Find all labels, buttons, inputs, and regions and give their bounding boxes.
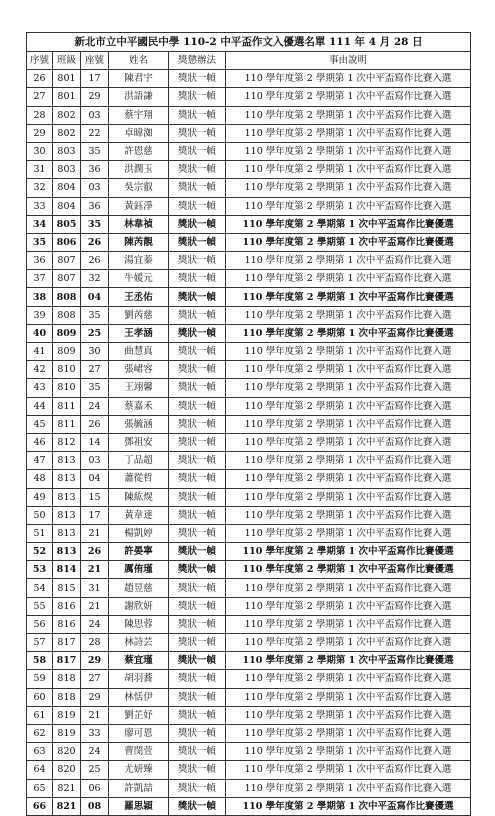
award-cell: 獎狀一幀 — [169, 561, 226, 579]
student-name-cell: 楊凱婷 — [109, 524, 169, 542]
student-name-cell: 陳君宇 — [109, 70, 169, 88]
student-name-cell: 王翊馨 — [109, 379, 169, 397]
class-cell: 816 — [53, 615, 81, 633]
table-row — [27, 670, 471, 688]
table-row — [27, 379, 471, 397]
table-row — [27, 761, 471, 779]
seat-cell: 04 — [81, 470, 109, 488]
table-row — [27, 215, 471, 233]
award-cell: 獎狀一幀 — [169, 706, 226, 724]
reason-cell: 110 學年度第 2 學期第 1 次中平盃寫作比賽入選 — [226, 724, 471, 742]
reason-cell: 110 學年度第 2 學期第 1 次中平盃寫作比賽優選 — [226, 215, 471, 233]
award-cell: 獎狀一幀 — [169, 433, 226, 451]
table-row — [27, 797, 471, 815]
table-row — [27, 179, 471, 197]
student-name-cell: 劉芮慈 — [109, 306, 169, 324]
reason-cell: 110 學年度第 2 學期第 1 次中平盃寫作比賽入選 — [226, 379, 471, 397]
class-cell: 807 — [53, 270, 81, 288]
reason-cell: 110 學年度第 2 學期第 1 次中平盃寫作比賽優選 — [226, 797, 471, 815]
header-class: 班級 — [53, 52, 81, 70]
student-name-cell: 陳思蓉 — [109, 615, 169, 633]
student-name-cell: 厲侑瑾 — [109, 561, 169, 579]
row-number-cell: 39 — [27, 306, 53, 324]
award-cell: 獎狀一幀 — [169, 415, 226, 433]
class-cell: 813 — [53, 470, 81, 488]
table-row — [27, 452, 471, 470]
award-cell: 獎狀一幀 — [169, 179, 226, 197]
class-cell: 819 — [53, 706, 81, 724]
reason-cell: 110 學年度第 2 學期第 1 次中平盃寫作比賽入選 — [226, 743, 471, 761]
row-number-cell: 52 — [27, 543, 53, 561]
header-award: 獎懲辦法 — [169, 52, 226, 70]
header-no: 序號 — [27, 52, 53, 70]
class-cell: 820 — [53, 761, 81, 779]
class-cell: 818 — [53, 688, 81, 706]
reason-cell: 110 學年度第 2 學期第 1 次中平盃寫作比賽入選 — [226, 506, 471, 524]
student-name-cell: 張毓涵 — [109, 415, 169, 433]
seat-cell: 25 — [81, 761, 109, 779]
row-number-cell: 50 — [27, 506, 53, 524]
reason-cell: 110 學年度第 2 學期第 1 次中平盃寫作比賽入選 — [226, 161, 471, 179]
class-cell: 810 — [53, 379, 81, 397]
row-number-cell: 66 — [27, 797, 53, 815]
student-name-cell: 黃鈺淨 — [109, 197, 169, 215]
award-cell: 獎狀一幀 — [169, 124, 226, 142]
table-row — [27, 524, 471, 542]
award-cell: 獎狀一幀 — [169, 379, 226, 397]
award-cell: 獎狀一幀 — [169, 670, 226, 688]
seat-cell: 21 — [81, 524, 109, 542]
class-cell: 809 — [53, 343, 81, 361]
header-seat: 座號 — [81, 52, 109, 70]
row-number-cell: 37 — [27, 270, 53, 288]
header-reason: 事由說明 — [226, 52, 471, 70]
reason-cell: 110 學年度第 2 學期第 1 次中平盃寫作比賽優選 — [226, 652, 471, 670]
table-row — [27, 288, 471, 306]
class-cell: 811 — [53, 397, 81, 415]
class-cell: 801 — [53, 70, 81, 88]
table-row — [27, 197, 471, 215]
row-number-cell: 57 — [27, 634, 53, 652]
reason-cell: 110 學年度第 2 學期第 1 次中平盃寫作比賽入選 — [226, 597, 471, 615]
award-cell: 獎狀一幀 — [169, 688, 226, 706]
seat-cell: 33 — [81, 724, 109, 742]
table-row — [27, 706, 471, 724]
award-cell: 獎狀一幀 — [169, 579, 226, 597]
table-row — [27, 124, 471, 142]
award-cell: 獎狀一幀 — [169, 724, 226, 742]
seat-cell: 14 — [81, 433, 109, 451]
student-name-cell: 曹閔萱 — [109, 743, 169, 761]
class-cell: 807 — [53, 252, 81, 270]
award-cell: 獎狀一幀 — [169, 106, 226, 124]
seat-cell: 03 — [81, 106, 109, 124]
reason-cell: 110 學年度第 2 學期第 1 次中平盃寫作比賽入選 — [226, 361, 471, 379]
seat-cell: 36 — [81, 161, 109, 179]
award-cell: 獎狀一幀 — [169, 797, 226, 815]
student-name-cell: 陳紘熀 — [109, 488, 169, 506]
row-number-cell: 40 — [27, 324, 53, 342]
class-cell: 808 — [53, 288, 81, 306]
class-cell: 813 — [53, 543, 81, 561]
reason-cell: 110 學年度第 2 學期第 1 次中平盃寫作比賽入選 — [226, 615, 471, 633]
seat-cell: 30 — [81, 343, 109, 361]
student-name-cell: 謝欣妍 — [109, 597, 169, 615]
table-row — [27, 634, 471, 652]
row-number-cell: 26 — [27, 70, 53, 88]
reason-cell: 110 學年度第 2 學期第 1 次中平盃寫作比賽入選 — [226, 415, 471, 433]
table-row — [27, 415, 471, 433]
reason-cell: 110 學年度第 2 學期第 1 次中平盃寫作比賽優選 — [226, 543, 471, 561]
award-cell: 獎狀一幀 — [169, 543, 226, 561]
table-row — [27, 88, 471, 106]
table-body — [27, 70, 471, 816]
seat-cell: 24 — [81, 743, 109, 761]
student-name-cell: 胡羽蕎 — [109, 670, 169, 688]
reason-cell: 110 學年度第 2 學期第 1 次中平盃寫作比賽入選 — [226, 706, 471, 724]
row-number-cell: 45 — [27, 415, 53, 433]
reason-cell: 110 學年度第 2 學期第 1 次中平盃寫作比賽入選 — [226, 579, 471, 597]
seat-cell: 08 — [81, 797, 109, 815]
reason-cell: 110 學年度第 2 學期第 1 次中平盃寫作比賽入選 — [226, 470, 471, 488]
table-row — [27, 361, 471, 379]
student-name-cell: 劉芷妤 — [109, 706, 169, 724]
row-number-cell: 38 — [27, 288, 53, 306]
seat-cell: 27 — [81, 361, 109, 379]
reason-cell: 110 學年度第 2 學期第 1 次中平盃寫作比賽優選 — [226, 288, 471, 306]
table-row — [27, 543, 471, 561]
table-row — [27, 597, 471, 615]
award-cell: 獎狀一幀 — [169, 524, 226, 542]
award-cell: 獎狀一幀 — [169, 397, 226, 415]
row-number-cell: 56 — [27, 615, 53, 633]
table-row — [27, 324, 471, 342]
reason-cell: 110 學年度第 2 學期第 1 次中平盃寫作比賽入選 — [226, 634, 471, 652]
reason-cell: 110 學年度第 2 學期第 1 次中平盃寫作比賽入選 — [226, 433, 471, 451]
award-cell: 獎狀一幀 — [169, 70, 226, 88]
table-row — [27, 252, 471, 270]
table-row — [27, 579, 471, 597]
table-row — [27, 724, 471, 742]
header-row — [27, 52, 471, 70]
row-number-cell: 27 — [27, 88, 53, 106]
reason-cell: 110 學年度第 2 學期第 1 次中平盃寫作比賽入選 — [226, 488, 471, 506]
student-name-cell: 鄧祖安 — [109, 433, 169, 451]
row-number-cell: 36 — [27, 252, 53, 270]
award-cell: 獎狀一幀 — [169, 288, 226, 306]
award-cell: 獎狀一幀 — [169, 761, 226, 779]
row-number-cell: 34 — [27, 215, 53, 233]
table-row — [27, 397, 471, 415]
reason-cell: 110 學年度第 2 學期第 1 次中平盃寫作比賽入選 — [226, 88, 471, 106]
seat-cell: 25 — [81, 324, 109, 342]
table-row — [27, 142, 471, 160]
class-cell: 815 — [53, 579, 81, 597]
table-row — [27, 615, 471, 633]
award-cell: 獎狀一幀 — [169, 270, 226, 288]
class-cell: 817 — [53, 652, 81, 670]
table-row — [27, 343, 471, 361]
reason-cell: 110 學年度第 2 學期第 1 次中平盃寫作比賽入選 — [226, 688, 471, 706]
award-cell: 獎狀一幀 — [169, 470, 226, 488]
seat-cell: 03 — [81, 452, 109, 470]
reason-cell: 110 學年度第 2 學期第 1 次中平盃寫作比賽入選 — [226, 270, 471, 288]
reason-cell: 110 學年度第 2 學期第 1 次中平盃寫作比賽入選 — [226, 397, 471, 415]
seat-cell: 26 — [81, 252, 109, 270]
reason-cell: 110 學年度第 2 學期第 1 次中平盃寫作比賽優選 — [226, 561, 471, 579]
class-cell: 819 — [53, 724, 81, 742]
row-number-cell: 30 — [27, 142, 53, 160]
award-cell: 獎狀一幀 — [169, 634, 226, 652]
row-number-cell: 55 — [27, 597, 53, 615]
header-name: 姓名 — [109, 52, 169, 70]
student-name-cell: 丁品超 — [109, 452, 169, 470]
row-number-cell: 49 — [27, 488, 53, 506]
seat-cell: 24 — [81, 615, 109, 633]
table-row — [27, 488, 471, 506]
seat-cell: 06 — [81, 779, 109, 797]
reason-cell: 110 學年度第 2 學期第 1 次中平盃寫作比賽入選 — [226, 197, 471, 215]
award-cell: 獎狀一幀 — [169, 597, 226, 615]
student-name-cell: 林恬伊 — [109, 688, 169, 706]
class-cell: 802 — [53, 106, 81, 124]
student-name-cell: 洪語謙 — [109, 88, 169, 106]
award-cell: 獎狀一幀 — [169, 161, 226, 179]
student-name-cell: 蔡嘉禾 — [109, 397, 169, 415]
seat-cell: 35 — [81, 215, 109, 233]
seat-cell: 31 — [81, 579, 109, 597]
seat-cell: 21 — [81, 561, 109, 579]
student-name-cell: 黃韋達 — [109, 506, 169, 524]
award-cell: 獎狀一幀 — [169, 306, 226, 324]
table-row — [27, 161, 471, 179]
student-name-cell: 許恩慈 — [109, 142, 169, 160]
row-number-cell: 33 — [27, 197, 53, 215]
row-number-cell: 64 — [27, 761, 53, 779]
row-number-cell: 47 — [27, 452, 53, 470]
class-cell: 810 — [53, 361, 81, 379]
student-name-cell: 洪潤玉 — [109, 161, 169, 179]
row-number-cell: 31 — [27, 161, 53, 179]
student-name-cell: 湯宜蓁 — [109, 252, 169, 270]
class-cell: 814 — [53, 561, 81, 579]
class-cell: 802 — [53, 124, 81, 142]
seat-cell: 22 — [81, 124, 109, 142]
award-cell: 獎狀一幀 — [169, 488, 226, 506]
student-name-cell: 羅思穎 — [109, 797, 169, 815]
row-number-cell: 58 — [27, 652, 53, 670]
award-cell: 獎狀一幀 — [169, 779, 226, 797]
class-cell: 813 — [53, 452, 81, 470]
award-cell: 獎狀一幀 — [169, 361, 226, 379]
class-cell: 804 — [53, 197, 81, 215]
table-row — [27, 506, 471, 524]
table-row — [27, 652, 471, 670]
student-name-cell: 林詩芸 — [109, 634, 169, 652]
award-cell: 獎狀一幀 — [169, 452, 226, 470]
row-number-cell: 28 — [27, 106, 53, 124]
student-name-cell: 尤妍臻 — [109, 761, 169, 779]
class-cell: 818 — [53, 670, 81, 688]
reason-cell: 110 學年度第 2 學期第 1 次中平盃寫作比賽入選 — [226, 761, 471, 779]
class-cell: 805 — [53, 215, 81, 233]
table-row — [27, 433, 471, 451]
table-row — [27, 270, 471, 288]
class-cell: 806 — [53, 233, 81, 251]
class-cell: 801 — [53, 88, 81, 106]
table-row — [27, 306, 471, 324]
row-number-cell: 43 — [27, 379, 53, 397]
row-number-cell: 62 — [27, 724, 53, 742]
table-row — [27, 233, 471, 251]
table-row — [27, 561, 471, 579]
seat-cell: 29 — [81, 688, 109, 706]
row-number-cell: 41 — [27, 343, 53, 361]
table-row — [27, 70, 471, 88]
student-name-cell: 王丞佑 — [109, 288, 169, 306]
student-name-cell: 陳芮靚 — [109, 233, 169, 251]
table-row — [27, 470, 471, 488]
row-number-cell: 42 — [27, 361, 53, 379]
class-cell: 803 — [53, 161, 81, 179]
seat-cell: 17 — [81, 506, 109, 524]
seat-cell: 04 — [81, 288, 109, 306]
student-name-cell: 許凱喆 — [109, 779, 169, 797]
table-row — [27, 688, 471, 706]
row-number-cell: 63 — [27, 743, 53, 761]
row-number-cell: 35 — [27, 233, 53, 251]
reason-cell: 110 學年度第 2 學期第 1 次中平盃寫作比賽入選 — [226, 124, 471, 142]
seat-cell: 26 — [81, 543, 109, 561]
award-cell: 獎狀一幀 — [169, 142, 226, 160]
class-cell: 812 — [53, 433, 81, 451]
reason-cell: 110 學年度第 2 學期第 1 次中平盃寫作比賽入選 — [226, 343, 471, 361]
class-cell: 808 — [53, 306, 81, 324]
student-name-cell: 林韋禎 — [109, 215, 169, 233]
award-cell: 獎狀一幀 — [169, 743, 226, 761]
award-cell: 獎狀一幀 — [169, 343, 226, 361]
award-cell: 獎狀一幀 — [169, 615, 226, 633]
class-cell: 820 — [53, 743, 81, 761]
award-cell: 獎狀一幀 — [169, 215, 226, 233]
student-name-cell: 張峮容 — [109, 361, 169, 379]
class-cell: 803 — [53, 142, 81, 160]
student-name-cell: 吳宗叡 — [109, 179, 169, 197]
seat-cell: 32 — [81, 270, 109, 288]
reason-cell: 110 學年度第 2 學期第 1 次中平盃寫作比賽入選 — [226, 179, 471, 197]
row-number-cell: 60 — [27, 688, 53, 706]
award-cell: 獎狀一幀 — [169, 506, 226, 524]
reason-cell: 110 學年度第 2 學期第 1 次中平盃寫作比賽入選 — [226, 779, 471, 797]
reason-cell: 110 學年度第 2 學期第 1 次中平盃寫作比賽入選 — [226, 306, 471, 324]
row-number-cell: 46 — [27, 433, 53, 451]
seat-cell: 27 — [81, 670, 109, 688]
row-number-cell: 65 — [27, 779, 53, 797]
row-number-cell: 54 — [27, 579, 53, 597]
student-name-cell: 蕭從哲 — [109, 470, 169, 488]
reason-cell: 110 學年度第 2 學期第 1 次中平盃寫作比賽入選 — [226, 452, 471, 470]
document-page — [26, 32, 470, 816]
seat-cell: 21 — [81, 597, 109, 615]
class-cell: 804 — [53, 179, 81, 197]
student-name-cell: 蔡宜瑾 — [109, 652, 169, 670]
award-cell: 獎狀一幀 — [169, 252, 226, 270]
row-number-cell: 51 — [27, 524, 53, 542]
seat-cell: 35 — [81, 306, 109, 324]
student-name-cell: 王孝涵 — [109, 324, 169, 342]
seat-cell: 29 — [81, 652, 109, 670]
award-cell: 獎狀一幀 — [169, 197, 226, 215]
table-row — [27, 743, 471, 761]
class-cell: 817 — [53, 634, 81, 652]
award-cell: 獎狀一幀 — [169, 233, 226, 251]
row-number-cell: 59 — [27, 670, 53, 688]
class-cell: 809 — [53, 324, 81, 342]
reason-cell: 110 學年度第 2 學期第 1 次中平盃寫作比賽入選 — [226, 70, 471, 88]
seat-cell: 03 — [81, 179, 109, 197]
row-number-cell: 32 — [27, 179, 53, 197]
row-number-cell: 53 — [27, 561, 53, 579]
row-number-cell: 29 — [27, 124, 53, 142]
seat-cell: 17 — [81, 70, 109, 88]
student-name-cell: 曲慧真 — [109, 343, 169, 361]
award-cell: 獎狀一幀 — [169, 652, 226, 670]
row-number-cell: 44 — [27, 397, 53, 415]
student-name-cell: 廖可恩 — [109, 724, 169, 742]
student-name-cell: 卓暐洳 — [109, 124, 169, 142]
seat-cell: 28 — [81, 634, 109, 652]
student-name-cell: 趙昱慈 — [109, 579, 169, 597]
table-row — [27, 779, 471, 797]
reason-cell: 110 學年度第 2 學期第 1 次中平盃寫作比賽入選 — [226, 142, 471, 160]
row-number-cell: 61 — [27, 706, 53, 724]
student-name-cell: 牛媛元 — [109, 270, 169, 288]
seat-cell: 21 — [81, 706, 109, 724]
seat-cell: 29 — [81, 88, 109, 106]
table-row — [27, 106, 471, 124]
seat-cell: 35 — [81, 142, 109, 160]
class-cell: 821 — [53, 779, 81, 797]
student-name-cell: 蔡宇翔 — [109, 106, 169, 124]
reason-cell: 110 學年度第 2 學期第 1 次中平盃寫作比賽入選 — [226, 106, 471, 124]
class-cell: 813 — [53, 488, 81, 506]
reason-cell: 110 學年度第 2 學期第 1 次中平盃寫作比賽優選 — [226, 324, 471, 342]
seat-cell: 35 — [81, 379, 109, 397]
class-cell: 811 — [53, 415, 81, 433]
document-title: 新北市立中平國民中學 110-2 中平盃作文入優選名單 111 年 4 月 28 日 — [27, 33, 471, 52]
student-name-cell: 許晏寧 — [109, 543, 169, 561]
class-cell: 816 — [53, 597, 81, 615]
class-cell: 813 — [53, 524, 81, 542]
row-number-cell: 48 — [27, 470, 53, 488]
seat-cell: 24 — [81, 397, 109, 415]
seat-cell: 26 — [81, 233, 109, 251]
reason-cell: 110 學年度第 2 學期第 1 次中平盃寫作比賽入選 — [226, 524, 471, 542]
seat-cell: 15 — [81, 488, 109, 506]
seat-cell: 26 — [81, 415, 109, 433]
reason-cell: 110 學年度第 2 學期第 1 次中平盃寫作比賽入選 — [226, 670, 471, 688]
seat-cell: 36 — [81, 197, 109, 215]
class-cell: 821 — [53, 797, 81, 815]
award-cell: 獎狀一幀 — [169, 88, 226, 106]
class-cell: 813 — [53, 506, 81, 524]
reason-cell: 110 學年度第 2 學期第 1 次中平盃寫作比賽入選 — [226, 252, 471, 270]
award-cell: 獎狀一幀 — [169, 324, 226, 342]
reason-cell: 110 學年度第 2 學期第 1 次中平盃寫作比賽優選 — [226, 233, 471, 251]
award-list-table — [26, 32, 471, 816]
